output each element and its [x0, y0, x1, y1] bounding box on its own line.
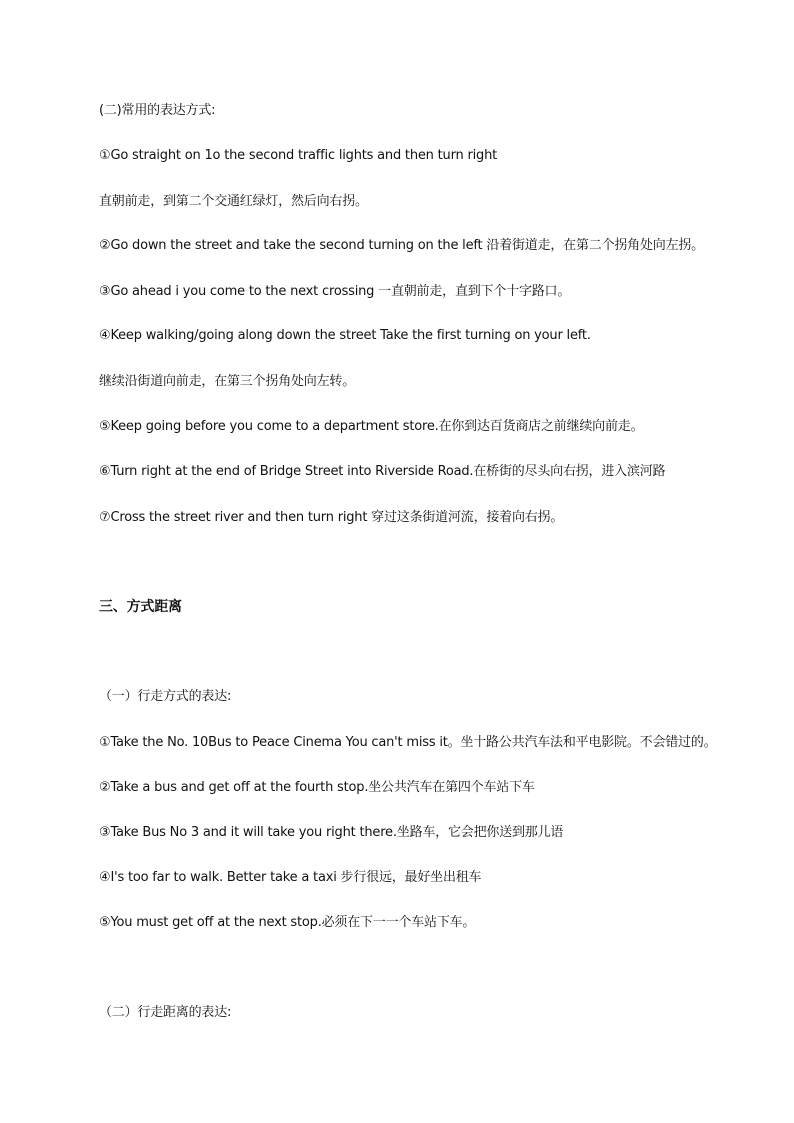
- list-item: ⑦Cross the street river and then turn right 穿过这条街道河流，接着向右拐。: [99, 510, 564, 525]
- list-item: ⑤Keep going before you come to a department store.在你到达百货商店之前继续向前走。: [99, 419, 644, 434]
- list-item: 继续沿街道向前走，在第三个拐角处向左转。: [99, 374, 356, 389]
- subheading-walking-methods: （一）行走方式的表达:: [99, 689, 232, 704]
- subheading-common-expressions: (二)常用的表达方式:: [99, 103, 216, 118]
- list-item: ①Go straight on 1o the second traffic lights and then turn right: [99, 148, 498, 163]
- section-heading: 三、方式距离: [99, 599, 182, 615]
- list-item: ⑥Turn right at the end of Bridge Street into Riverside Road.在桥街的尽头向右拐，进入滨河路: [99, 464, 666, 479]
- list-item: ②Take a bus and get off at the fourth stop.坐公共汽车在第四个车站下车: [99, 780, 535, 795]
- list-item: ③Go ahead i you come to the next crossing 一直朝前走，直到下个十字路口。: [99, 284, 571, 299]
- list-item: ②Go down the street and take the second turning on the left 沿着街道走，在第二个拐角处向左拐。: [99, 238, 704, 253]
- list-item: ⑤You must get off at the next stop.必须在下一一个车站下车。: [99, 915, 476, 930]
- list-item: ①Take the No. 10Bus to Peace Cinema You can't miss it。坐十路公共汽车法和平电影院。不会错过的。: [99, 735, 717, 750]
- list-item: ④I's too far to walk. Better take a taxi 步行很远，最好坐出租车: [99, 870, 482, 885]
- subheading-walking-distance: （二）行走距离的表达:: [99, 1005, 232, 1020]
- list-item: 直朝前走，到第二个交通红绿灯，然后向右拐。: [99, 194, 368, 209]
- list-item: ③Take Bus No 3 and it will take you right there.坐路车，它会把你送到那儿语: [99, 825, 564, 840]
- list-item: ④Keep walking/going along down the street Take the first turning on your left.: [99, 328, 591, 343]
